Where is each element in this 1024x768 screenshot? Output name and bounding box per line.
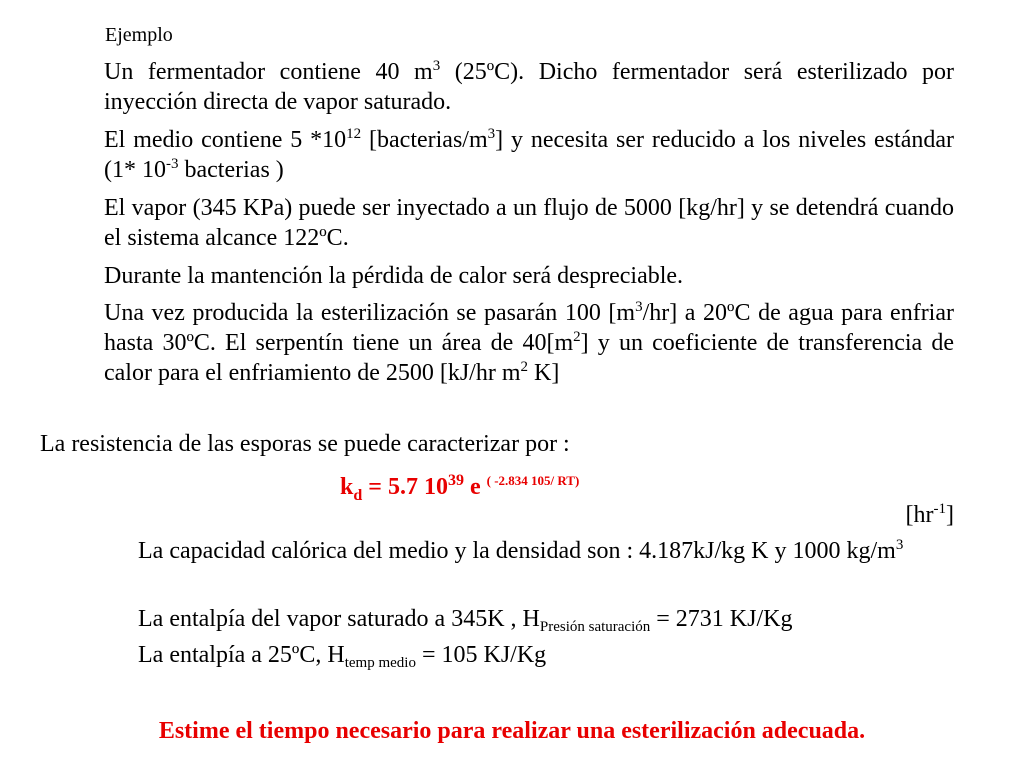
superscript: 12 bbox=[346, 126, 362, 142]
paragraph-heat-capacity bbox=[138, 536, 990, 566]
text: ] y un coeficiente de transferencia de calor para el enfriamiento de 2500 [kJ/hr m bbox=[104, 330, 955, 386]
subscript: Presión saturación bbox=[539, 619, 651, 635]
superscript: 3 bbox=[432, 58, 441, 74]
text: /hr] a 20ºC de agua para enfriar hasta 30ºC. El serpentín tiene un área de 40[m bbox=[104, 300, 954, 356]
text: [hr bbox=[905, 502, 934, 528]
text: Un fermentador contiene 40 m bbox=[104, 59, 433, 85]
text: La entalpía del vapor saturado a 345K , H bbox=[138, 606, 540, 632]
superscript: -1 bbox=[933, 501, 946, 517]
superscript: 3 bbox=[487, 126, 496, 142]
formula-subscript: d bbox=[353, 487, 363, 504]
text: Una vez producida la esterilización se pasarán 100 [m bbox=[104, 300, 636, 326]
formula-coefficient: = 5.7 10 bbox=[362, 474, 448, 500]
text: ] y necesita ser reducido a los niveles estándar (1* 10 bbox=[104, 127, 955, 183]
text: K] bbox=[528, 360, 560, 386]
paragraph-heat-loss: Durante la mantención la pérdida de calor será despreciable. bbox=[104, 263, 684, 289]
text: (25ºC). Dicho fermentador será esterilizado por inyección directa de vapor saturado. bbox=[104, 59, 954, 115]
superscript: 2 bbox=[520, 359, 529, 375]
slide-heading: Ejemplo bbox=[105, 24, 173, 46]
formula-exponent: ( -2.834 105/ RT) bbox=[486, 473, 580, 488]
paragraph-enthalpy-medium bbox=[138, 640, 546, 670]
superscript: 3 bbox=[895, 537, 904, 553]
superscript: 3 bbox=[635, 299, 643, 315]
formula-k: k bbox=[340, 474, 354, 500]
paragraph-enthalpy-steam bbox=[138, 604, 792, 634]
formula-superscript: 39 bbox=[447, 472, 464, 489]
paragraph-fermenter bbox=[104, 57, 954, 117]
subscript: temp medio bbox=[344, 655, 416, 671]
paragraph-cooling bbox=[104, 298, 954, 388]
kd-formula bbox=[340, 466, 579, 511]
paragraph-spore-resistance: La resistencia de las esporas se puede caracterizar por : bbox=[40, 431, 570, 457]
superscript: 2 bbox=[573, 329, 581, 345]
paragraph-medium bbox=[104, 125, 954, 185]
task-statement: Estime el tiempo necesario para realizar una esterilización adecuada. bbox=[158, 718, 866, 744]
text: La capacidad calórica del medio y la densidad son : 4.187kJ/kg K y 1000 kg/m bbox=[138, 538, 896, 564]
paragraph-steam: El vapor (345 KPa) puede ser inyectado a un flujo de 5000 [kg/hr] y se detendrá cuando el sistema alcance 122ºC. bbox=[104, 195, 954, 251]
text: = 105 KJ/Kg bbox=[415, 642, 547, 668]
superscript: -3 bbox=[166, 156, 179, 172]
formula-e: e bbox=[463, 474, 487, 500]
text: [bacterias/m bbox=[361, 127, 488, 153]
text: El medio contiene 5 *10 bbox=[104, 127, 347, 153]
text: ] bbox=[946, 502, 954, 528]
kd-unit bbox=[906, 500, 954, 530]
text: = 2731 KJ/Kg bbox=[650, 606, 793, 632]
text: La entalpía a 25ºC, H bbox=[138, 642, 345, 668]
text: bacterias ) bbox=[178, 157, 284, 183]
